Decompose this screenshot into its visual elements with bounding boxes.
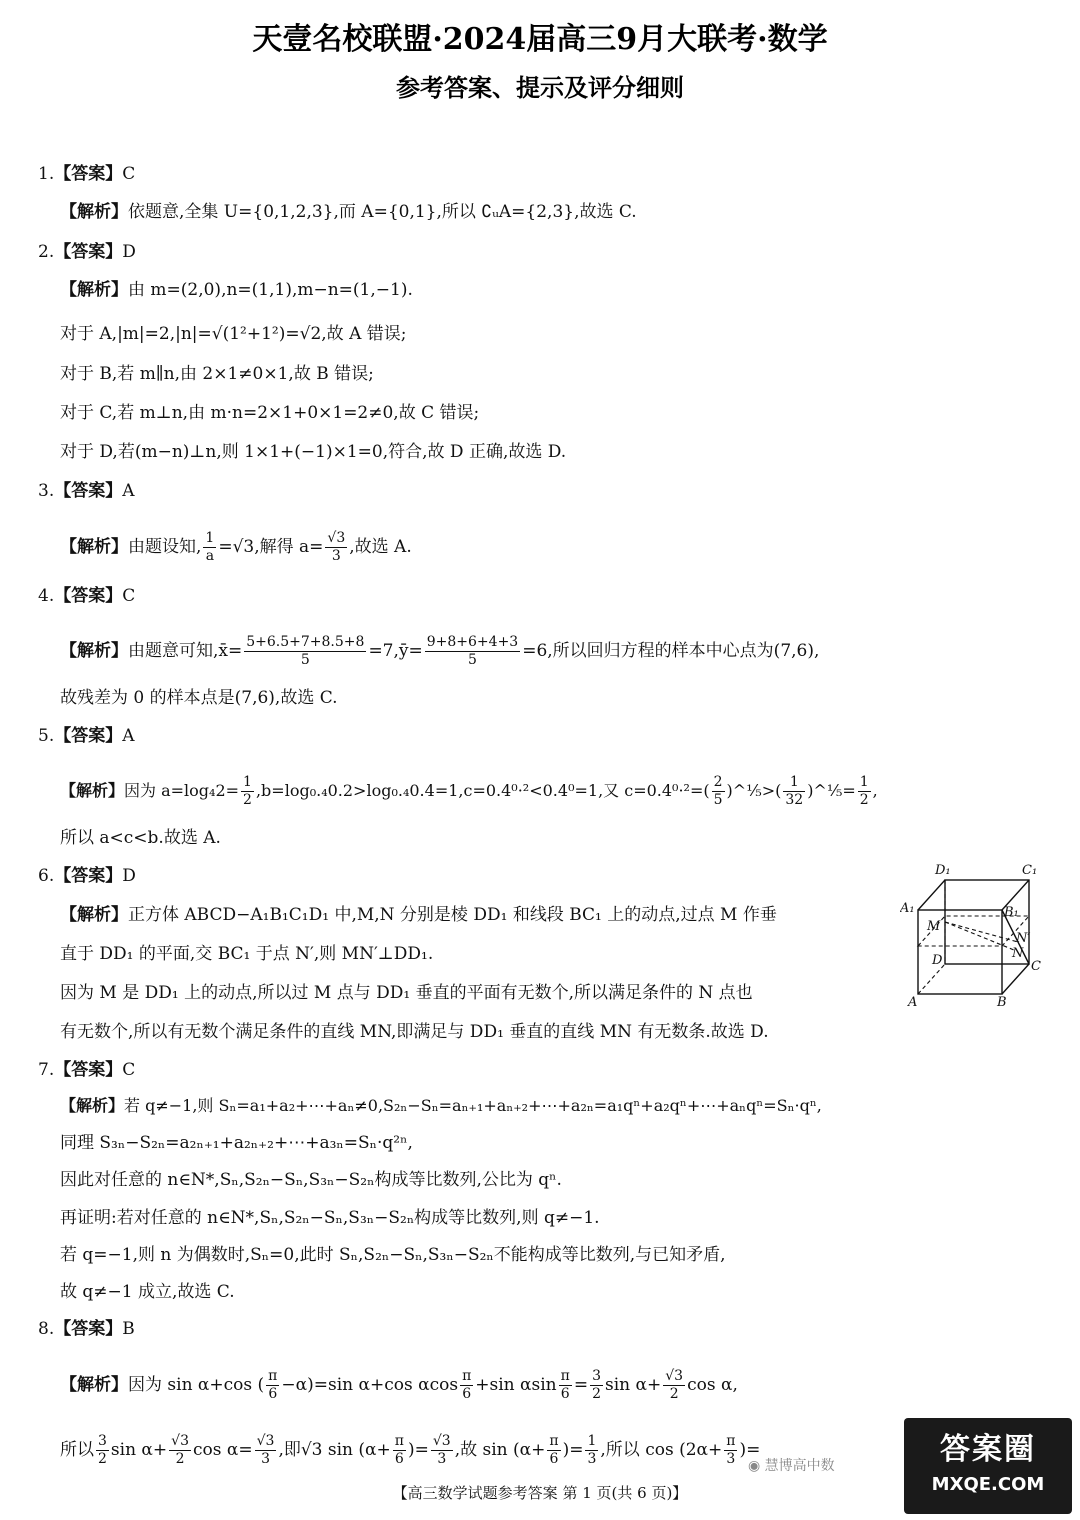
- q2-analysis: [60, 278, 413, 302]
- numerator: 1: [859, 774, 869, 790]
- q8-fraction: [559, 1368, 572, 1403]
- numerator: π: [268, 1368, 278, 1384]
- q4-answer: C: [122, 586, 136, 606]
- q3-fraction-1: [203, 530, 216, 565]
- q8-b1: sin α+: [110, 1440, 168, 1460]
- analysis-tag: 【解析】: [60, 537, 128, 557]
- q8-answer: B: [122, 1319, 135, 1339]
- q7-line-4: 再证明:若对任意的 n∈N*,Sₙ,S₂ₙ−Sₙ,S₃ₙ−S₂ₙ构成等比数列,则 q≠−1.: [60, 1208, 600, 1228]
- denominator: 5: [468, 652, 477, 668]
- q8-fraction: [585, 1433, 598, 1468]
- q7-line-2: 同理 S₃ₙ−S₂ₙ=a₂ₙ₊₁+a₂ₙ₊₂+⋯+a₃ₙ=Sₙ·q²ⁿ,: [60, 1133, 413, 1153]
- q8-fraction: [590, 1368, 603, 1403]
- q6-num: 6.: [38, 866, 55, 886]
- analysis-tag: 【解析】: [60, 1375, 128, 1395]
- denominator: 5: [300, 652, 310, 668]
- q5-text-4: )^⅕=: [807, 781, 856, 800]
- numerator: π: [549, 1433, 559, 1449]
- answer-tag: 【答案】: [54, 726, 123, 746]
- wechat-watermark-text: 慧博高中数: [764, 1458, 835, 1474]
- denominator: 32: [785, 792, 804, 808]
- q2-line-b: 对于 B,若 m∥n,由 2×1≠0×1,故 B 错误;: [60, 364, 374, 384]
- numerator: √3: [665, 1368, 684, 1384]
- q2-answer: D: [122, 242, 136, 262]
- page-title: 天壹名校联盟·2024届高三9月大联考·数学: [252, 22, 828, 57]
- q8-text-4: =: [573, 1375, 589, 1395]
- q1-num: 1.: [38, 164, 55, 184]
- q3-fraction-2: [325, 530, 347, 565]
- numerator: 1: [243, 774, 252, 790]
- q8-fraction: [460, 1368, 473, 1403]
- q8-fraction: [266, 1368, 279, 1403]
- cube-figure: [900, 860, 1050, 1010]
- q6-line-2: 直于 DD₁ 的平面,交 BC₁ 于点 N′,则 MN′⊥DD₁.: [60, 944, 434, 964]
- q5-fraction-4: [858, 774, 871, 809]
- q8-text-3: +sin αsin: [475, 1375, 557, 1395]
- segment-mn1: [945, 922, 1018, 942]
- q3-text-2: =√3,解得 a=: [218, 537, 324, 557]
- q5-answer-line: [38, 724, 135, 748]
- q8-analysis: [60, 1368, 738, 1403]
- q8-text-1: 因为 sin α+cos (: [128, 1375, 265, 1395]
- q3-num: 3.: [38, 481, 55, 501]
- q3-text-1: 由题设知,: [128, 537, 202, 557]
- q2-line-a: 对于 A,|m|=2,|n|=√(1²+1²)=√2,故 A 错误;: [60, 324, 407, 344]
- q8-num: 8.: [38, 1319, 55, 1339]
- label-c: C: [1031, 959, 1041, 974]
- q8-b8: )=: [739, 1440, 761, 1460]
- q7-line-6: 故 q≠−1 成立,故选 C.: [60, 1282, 235, 1302]
- q8-fraction: [431, 1433, 453, 1468]
- q5-line-2: 所以 a<c<b.故选 A.: [60, 828, 221, 848]
- q3-answer-line: [38, 479, 135, 503]
- numerator: √3: [171, 1433, 189, 1449]
- q4-fraction-2: [425, 634, 520, 669]
- denominator: 2: [98, 1451, 107, 1467]
- analysis-tag: 【解析】: [60, 781, 125, 800]
- q4-text-1: 由题意可知,x̄=: [128, 641, 243, 661]
- q5-fraction-1: [241, 774, 254, 809]
- q7-answer-line: [38, 1058, 135, 1082]
- q8-fraction: [663, 1368, 685, 1403]
- analysis-tag: 【解析】: [60, 1096, 125, 1115]
- analysis-tag: 【解析】: [60, 280, 128, 300]
- q1-analysis: [60, 200, 637, 224]
- q5-fraction-3: [783, 774, 805, 809]
- q8-line-2: [60, 1433, 760, 1468]
- numerator: π: [560, 1368, 570, 1384]
- numerator: √3: [432, 1433, 451, 1449]
- q1-answer-line: [38, 162, 135, 186]
- q5-text-5: ,: [872, 781, 878, 800]
- numerator: π: [462, 1368, 472, 1384]
- q8-answer-line: [38, 1317, 135, 1341]
- numerator: 9+8+6+4+3: [426, 634, 519, 650]
- q5-text-3: )^⅕>(: [726, 781, 782, 800]
- q5-num: 5.: [38, 726, 55, 746]
- q6-answer-line: [38, 864, 136, 888]
- answer-tag: 【答案】: [54, 1319, 123, 1339]
- denominator: 3: [726, 1451, 736, 1467]
- q4-analysis: [60, 634, 819, 669]
- q1-analysis-text: 依题意,全集 U={0,1,2,3},而 A={0,1},所以 ∁ᵤA={2,3},故选 C.: [128, 202, 637, 222]
- q6-line-3: 因为 M 是 DD₁ 上的动点,所以过 M 点与 DD₁ 垂直的平面有无数个,所以满足条件的 N 点也: [60, 983, 753, 1003]
- denominator: 6: [394, 1451, 404, 1467]
- denominator: 2: [669, 1386, 679, 1402]
- q2-num: 2.: [38, 242, 55, 262]
- numerator: √3: [256, 1433, 275, 1449]
- q2-analysis-text: 由 m=(2,0),n=(1,1),m−n=(1,−1).: [128, 280, 413, 300]
- q2-answer-line: [38, 240, 136, 264]
- numerator: 1: [587, 1433, 597, 1449]
- analysis-tag: 【解析】: [60, 905, 128, 925]
- numerator: π: [726, 1433, 736, 1449]
- denominator: 3: [437, 1451, 447, 1467]
- q7-answer: C: [122, 1060, 136, 1080]
- q8-b3: ,即√3 sin (α+: [278, 1440, 391, 1460]
- q7-num: 7.: [38, 1060, 55, 1080]
- q7-analysis: [60, 1094, 822, 1118]
- page-footer: 【高三数学试题参考答案 第 1 页(共 6 页)】: [392, 1484, 688, 1502]
- analysis-tag: 【解析】: [60, 202, 128, 222]
- answer-tag: 【答案】: [54, 586, 123, 606]
- q4-text-3: =6,所以回归方程的样本中心点为(7,6),: [522, 641, 820, 661]
- denominator: 6: [560, 1386, 570, 1402]
- label-b: B: [997, 995, 1007, 1010]
- denominator: 6: [462, 1386, 472, 1402]
- numerator: 1: [205, 530, 215, 546]
- q8-b4: )=: [407, 1440, 429, 1460]
- logo-url: MXQE.COM: [931, 1474, 1045, 1495]
- label-d: D: [932, 953, 943, 968]
- q2-line-c: 对于 C,若 m⊥n,由 m·n=2×1+0×1=2≠0,故 C 错误;: [60, 403, 480, 423]
- denominator: 5: [713, 792, 723, 808]
- q5-answer: A: [122, 726, 135, 746]
- denominator: 2: [243, 792, 252, 808]
- q5-text-1: 因为 a=log₄2=: [124, 781, 240, 800]
- q3-answer: A: [122, 481, 135, 501]
- q7-line-3: 因此对任意的 n∈N*,Sₙ,S₂ₙ−Sₙ,S₃ₙ−S₂ₙ构成等比数列,公比为 qⁿ.: [60, 1170, 562, 1190]
- q3-text-3: ,故选 A.: [349, 537, 412, 557]
- denominator: 2: [592, 1386, 601, 1402]
- q3-analysis: [60, 530, 412, 565]
- q4-line-2: 故残差为 0 的样本点是(7,6),故选 C.: [60, 688, 338, 708]
- denominator: a: [205, 548, 215, 564]
- q8-fraction: [255, 1433, 277, 1468]
- denominator: 3: [587, 1451, 597, 1467]
- q6-answer: D: [122, 866, 136, 886]
- denominator: 6: [268, 1386, 278, 1402]
- q2-line-d: 对于 D,若(m−n)⊥n,则 1×1+(−1)×1=0,符合,故 D 正确,故选 D.: [60, 442, 567, 462]
- label-n-prime: N′: [1016, 931, 1031, 946]
- q4-num: 4.: [38, 586, 55, 606]
- q8-fraction: [547, 1433, 560, 1468]
- denominator: 3: [331, 548, 341, 564]
- numerator: 2: [713, 774, 723, 790]
- q4-answer-line: [38, 584, 135, 608]
- numerator: π: [394, 1433, 404, 1449]
- numerator: 1: [783, 774, 805, 792]
- q6-line-1: 正方体 ABCD−A₁B₁C₁D₁ 中,M,N 分别是棱 DD₁ 和线段 BC₁ 上的动点,过点 M 作垂: [128, 905, 777, 925]
- denominator: 6: [549, 1451, 559, 1467]
- q5-fraction-2: [712, 774, 725, 809]
- q7-line-5: 若 q=−1,则 n 为偶数时,Sₙ=0,此时 Sₙ,S₂ₙ−Sₙ,S₃ₙ−S₂ₙ不能构成等比数列,与已知矛盾,: [60, 1245, 726, 1265]
- q6-analysis: [60, 903, 777, 927]
- q4-text-2: =7,ȳ=: [368, 641, 423, 661]
- answer-tag: 【答案】: [54, 242, 123, 262]
- label-d1: D₁: [935, 863, 951, 878]
- q4-fraction-1: [244, 634, 366, 669]
- q8-fraction: [393, 1433, 406, 1468]
- label-a: A: [908, 995, 918, 1010]
- answer-tag: 【答案】: [54, 1060, 123, 1080]
- answer-tag: 【答案】: [54, 481, 123, 501]
- q8-text-2: −α)=sin α+cos αcos: [281, 1375, 459, 1395]
- wechat-watermark: [748, 1455, 835, 1475]
- denominator: 2: [859, 792, 869, 808]
- numerator: √3: [327, 530, 346, 546]
- numerator: 5+6.5+7+8.5+8: [246, 634, 365, 650]
- q5-text-2: ,b=log₀.₄0.2>log₀.₄0.4=1,c=0.4⁰·²<0.4⁰=1,又 c=0.4⁰·²=(: [255, 781, 710, 800]
- q8-text-6: cos α,: [687, 1375, 738, 1395]
- q8-b2: cos α=: [193, 1440, 253, 1460]
- q8-fraction: [724, 1433, 737, 1468]
- label-c1: C₁: [1022, 863, 1038, 878]
- numerator: 3: [98, 1433, 107, 1449]
- answer-tag: 【答案】: [54, 164, 123, 184]
- denominator: 3: [261, 1451, 270, 1467]
- label-n: N: [1012, 946, 1024, 961]
- label-a1: A₁: [900, 901, 915, 916]
- q8-fraction: [169, 1433, 191, 1468]
- label-b1: B₁: [1004, 905, 1019, 920]
- q8-b5: ,故 sin (α+: [454, 1440, 546, 1460]
- wechat-icon: ◉: [748, 1458, 765, 1474]
- q1-answer: C: [122, 164, 136, 184]
- numerator: 3: [592, 1368, 601, 1384]
- analysis-tag: 【解析】: [60, 641, 128, 661]
- q8-b7: ,所以 cos (2α+: [600, 1440, 723, 1460]
- q5-analysis: [60, 774, 878, 809]
- q8-text-5: sin α+: [605, 1375, 662, 1395]
- q7-line-1: 若 q≠−1,则 Sₙ=a₁+a₂+⋯+aₙ≠0,S₂ₙ−Sₙ=aₙ₊₁+aₙ₊₂+⋯+a₂ₙ=a₁qⁿ+a₂qⁿ+⋯+aₙqⁿ=Sₙ·qⁿ,: [124, 1096, 822, 1115]
- label-m: M: [927, 919, 941, 934]
- denominator: 2: [175, 1451, 185, 1467]
- page-subtitle: 参考答案、提示及评分细则: [396, 73, 684, 102]
- q8-fraction: [96, 1433, 109, 1468]
- q8-b6: )=: [562, 1440, 584, 1460]
- answer-tag: 【答案】: [54, 866, 123, 886]
- logo-text: 答案圈: [940, 1432, 1036, 1467]
- q8-b0: 所以: [60, 1440, 94, 1460]
- q6-line-4: 有无数个,所以有无数个满足条件的直线 MN,即满足与 DD₁ 垂直的直线 MN 有无数条.故选 D.: [60, 1022, 769, 1042]
